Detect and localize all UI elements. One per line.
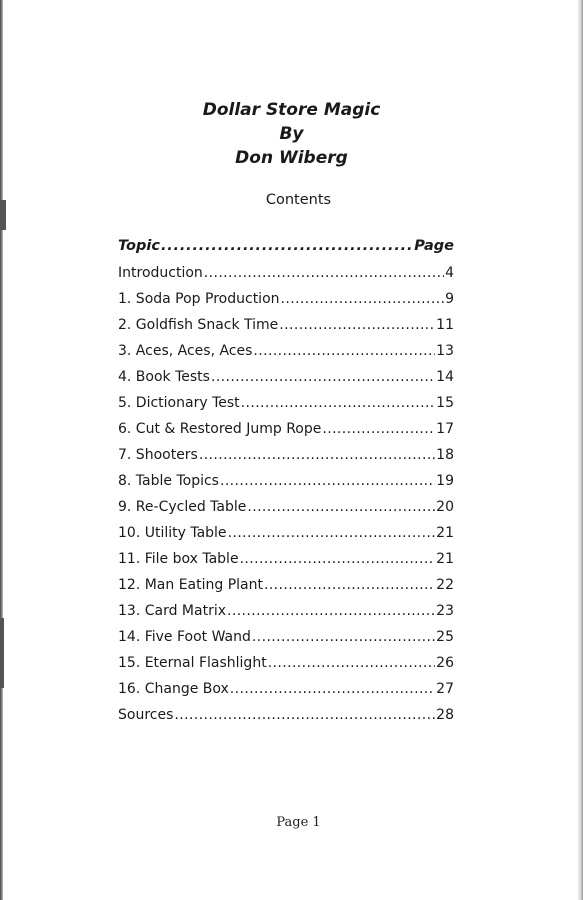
toc-entry-label: 15. Eternal Flashlight <box>118 655 267 671</box>
dot-leader <box>279 312 435 338</box>
toc-entry-page: 21 <box>436 551 454 567</box>
toc-entry-label: 2. Goldfish Snack Time <box>118 317 279 333</box>
toc-entry <box>118 468 454 494</box>
toc-entry-label: 10. Utility Table <box>118 525 227 541</box>
toc-entry-page: 19 <box>436 473 454 489</box>
toc-entry <box>118 546 454 572</box>
toc-entry-page: 11 <box>436 317 454 333</box>
toc-entry <box>118 338 454 364</box>
dot-leader <box>204 260 444 286</box>
toc-entry <box>118 520 454 546</box>
toc-entry <box>118 572 454 598</box>
toc-entry-label: 9. Re-Cycled Table <box>118 499 247 515</box>
toc-entry-page: 22 <box>436 577 454 593</box>
toc-entry-page: 26 <box>436 655 454 671</box>
toc-entry-page: 25 <box>436 629 454 645</box>
toc-entry-label: 3. Aces, Aces, Aces <box>118 343 253 359</box>
dot-leader <box>241 390 436 416</box>
toc-entry <box>118 494 454 520</box>
toc-entry-page: 13 <box>436 343 454 359</box>
dot-leader <box>240 546 436 572</box>
title-block <box>0 98 583 170</box>
toc-entry-label: 1. Soda Pop Production <box>118 291 280 307</box>
toc-entry-page: 20 <box>436 499 454 515</box>
toc-entry-label: 6. Cut & Restored Jump Rope <box>118 421 322 437</box>
toc-header-topic: Topic <box>118 238 160 254</box>
page-number: Page 1 <box>276 815 321 830</box>
dot-leader <box>268 650 435 676</box>
toc-entry-label: Introduction <box>118 265 203 281</box>
dot-leader <box>247 494 435 520</box>
dot-leader <box>322 416 435 442</box>
dot-leader <box>161 234 413 258</box>
toc-entry-page: 9 <box>445 291 454 307</box>
contents-heading: Contents <box>265 192 332 208</box>
toc-entry-page: 18 <box>436 447 454 463</box>
toc-header-row <box>118 234 454 258</box>
toc-entry <box>118 416 454 442</box>
toc-entry-label: 8. Table Topics <box>118 473 219 489</box>
toc-entry-page: 17 <box>436 421 454 437</box>
toc-entry-page: 23 <box>436 603 454 619</box>
toc-entry-page: 27 <box>436 681 454 697</box>
toc-entry <box>118 260 454 286</box>
dot-leader <box>228 520 436 546</box>
dot-leader <box>220 468 435 494</box>
toc-entry-label: 13. Card Matrix <box>118 603 226 619</box>
toc-entry-page: 21 <box>436 525 454 541</box>
author-name: Don Wiberg <box>235 148 348 168</box>
toc-entry <box>118 676 454 702</box>
toc-entry-page: 28 <box>436 707 454 723</box>
toc-entry <box>118 364 454 390</box>
toc-entry <box>118 312 454 338</box>
toc-entry <box>118 650 454 676</box>
scan-mark <box>0 618 4 688</box>
dot-leader <box>281 286 445 312</box>
by-line: By <box>279 124 304 144</box>
toc-entry <box>118 442 454 468</box>
book-title: Dollar Store Magic <box>202 100 381 120</box>
toc-entry-label: 12. Man Eating Plant <box>118 577 263 593</box>
toc-entries <box>118 260 454 728</box>
toc-entry-label: Sources <box>118 707 174 723</box>
toc-entry-label: 4. Book Tests <box>118 369 210 385</box>
toc-entry <box>118 286 454 312</box>
toc-entry-label: 16. Change Box <box>118 681 229 697</box>
toc-entry <box>118 624 454 650</box>
dot-leader <box>253 338 435 364</box>
toc-entry-label: 11. File box Table <box>118 551 239 567</box>
dot-leader <box>230 676 435 702</box>
dot-leader <box>174 702 435 728</box>
toc-entry <box>118 598 454 624</box>
table-of-contents <box>118 234 454 728</box>
toc-entry <box>118 702 454 728</box>
dot-leader <box>211 364 435 390</box>
dot-leader <box>227 598 435 624</box>
toc-entry-page: 15 <box>436 395 454 411</box>
toc-entry-page: 4 <box>445 265 454 281</box>
dot-leader <box>264 572 435 598</box>
toc-entry <box>118 390 454 416</box>
dot-leader <box>252 624 435 650</box>
toc-entry-label: 14. Five Foot Wand <box>118 629 251 645</box>
toc-entry-label: 5. Dictionary Test <box>118 395 240 411</box>
toc-entry-label: 7. Shooters <box>118 447 198 463</box>
toc-entry-page: 14 <box>436 369 454 385</box>
dot-leader <box>199 442 435 468</box>
toc-header-page: Page <box>414 238 454 254</box>
